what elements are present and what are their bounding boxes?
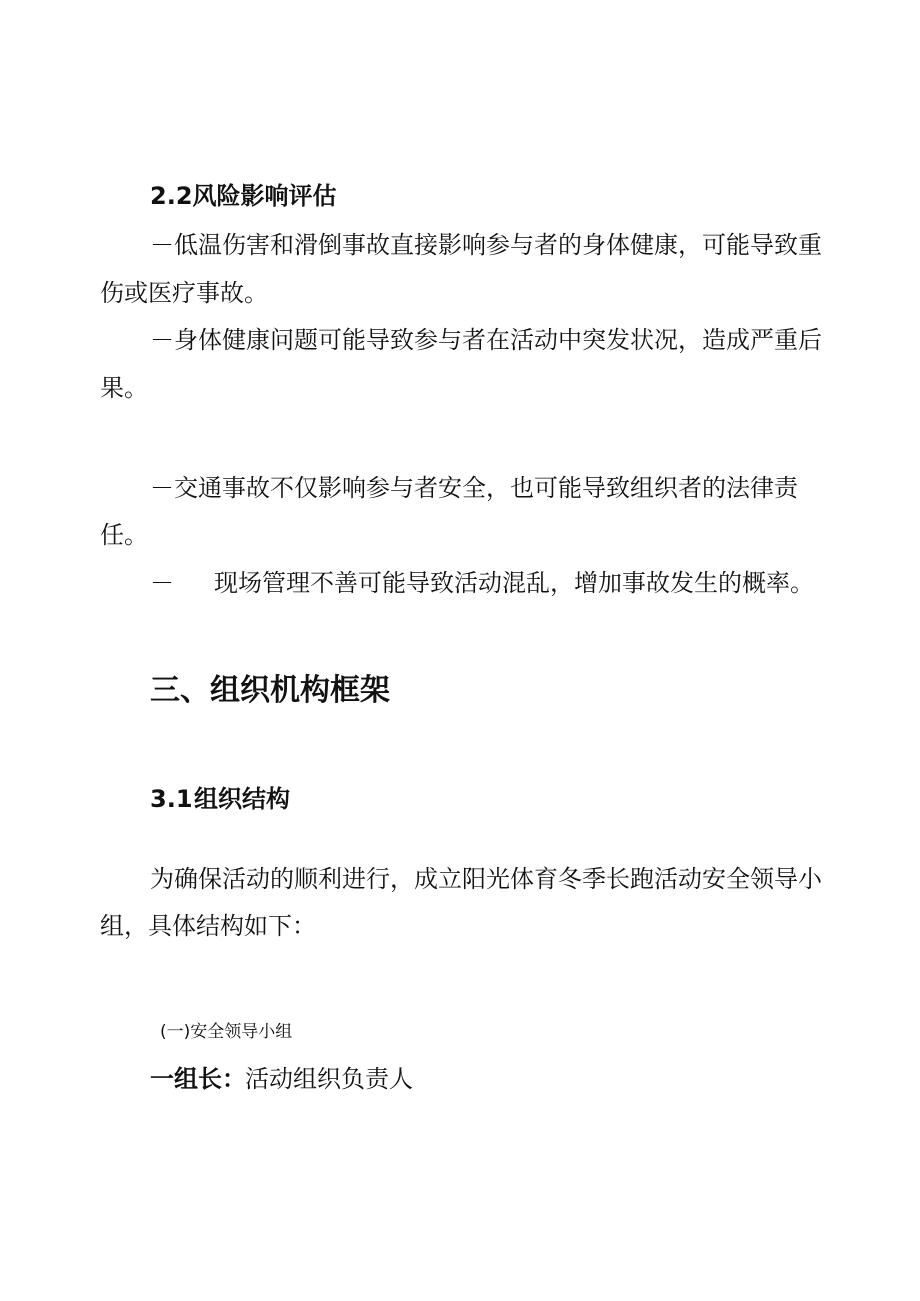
section-heading-3: 三、组织机构框架 (150, 673, 390, 708)
risk-item-4-line-1: 现场管理不善可能导致活动混乱，增加事故发生的概率。 (214, 569, 814, 597)
sub-heading-3-1-title: 组织结构 (194, 785, 290, 813)
risk-item-4-dash: － (150, 569, 174, 597)
section-heading-2-2: 2.2风险影响评估 (150, 182, 337, 210)
leader-value: 活动组织负责人 (245, 1065, 413, 1093)
risk-item-3-line-2: 任。 (100, 521, 148, 549)
risk-item-2-line-2: 果。 (100, 374, 148, 402)
risk-item-1-line-1: －低温伤害和滑倒事故直接影响参与者的身体健康，可能导致重 (150, 231, 822, 259)
paragraph-line-1: 为确保活动的顺利进行，成立阳光体育冬季长跑活动安全领导小 (150, 865, 822, 893)
risk-item-2-line-1: －身体健康问题可能导致参与者在活动中突发状况，造成严重后 (150, 326, 822, 354)
sub-heading-3-1-number: 3.1 (150, 785, 193, 813)
group-label: (一)安全领导小组 (160, 1022, 293, 1042)
risk-item-3-line-1: －交通事故不仅影响参与者安全，也可能导致组织者的法律责 (150, 474, 798, 502)
paragraph-line-2: 组，具体结构如下： (100, 912, 316, 940)
leader-prefix: 一组长： (150, 1065, 246, 1093)
risk-item-1-line-2: 伤或医疗事故。 (100, 279, 268, 307)
